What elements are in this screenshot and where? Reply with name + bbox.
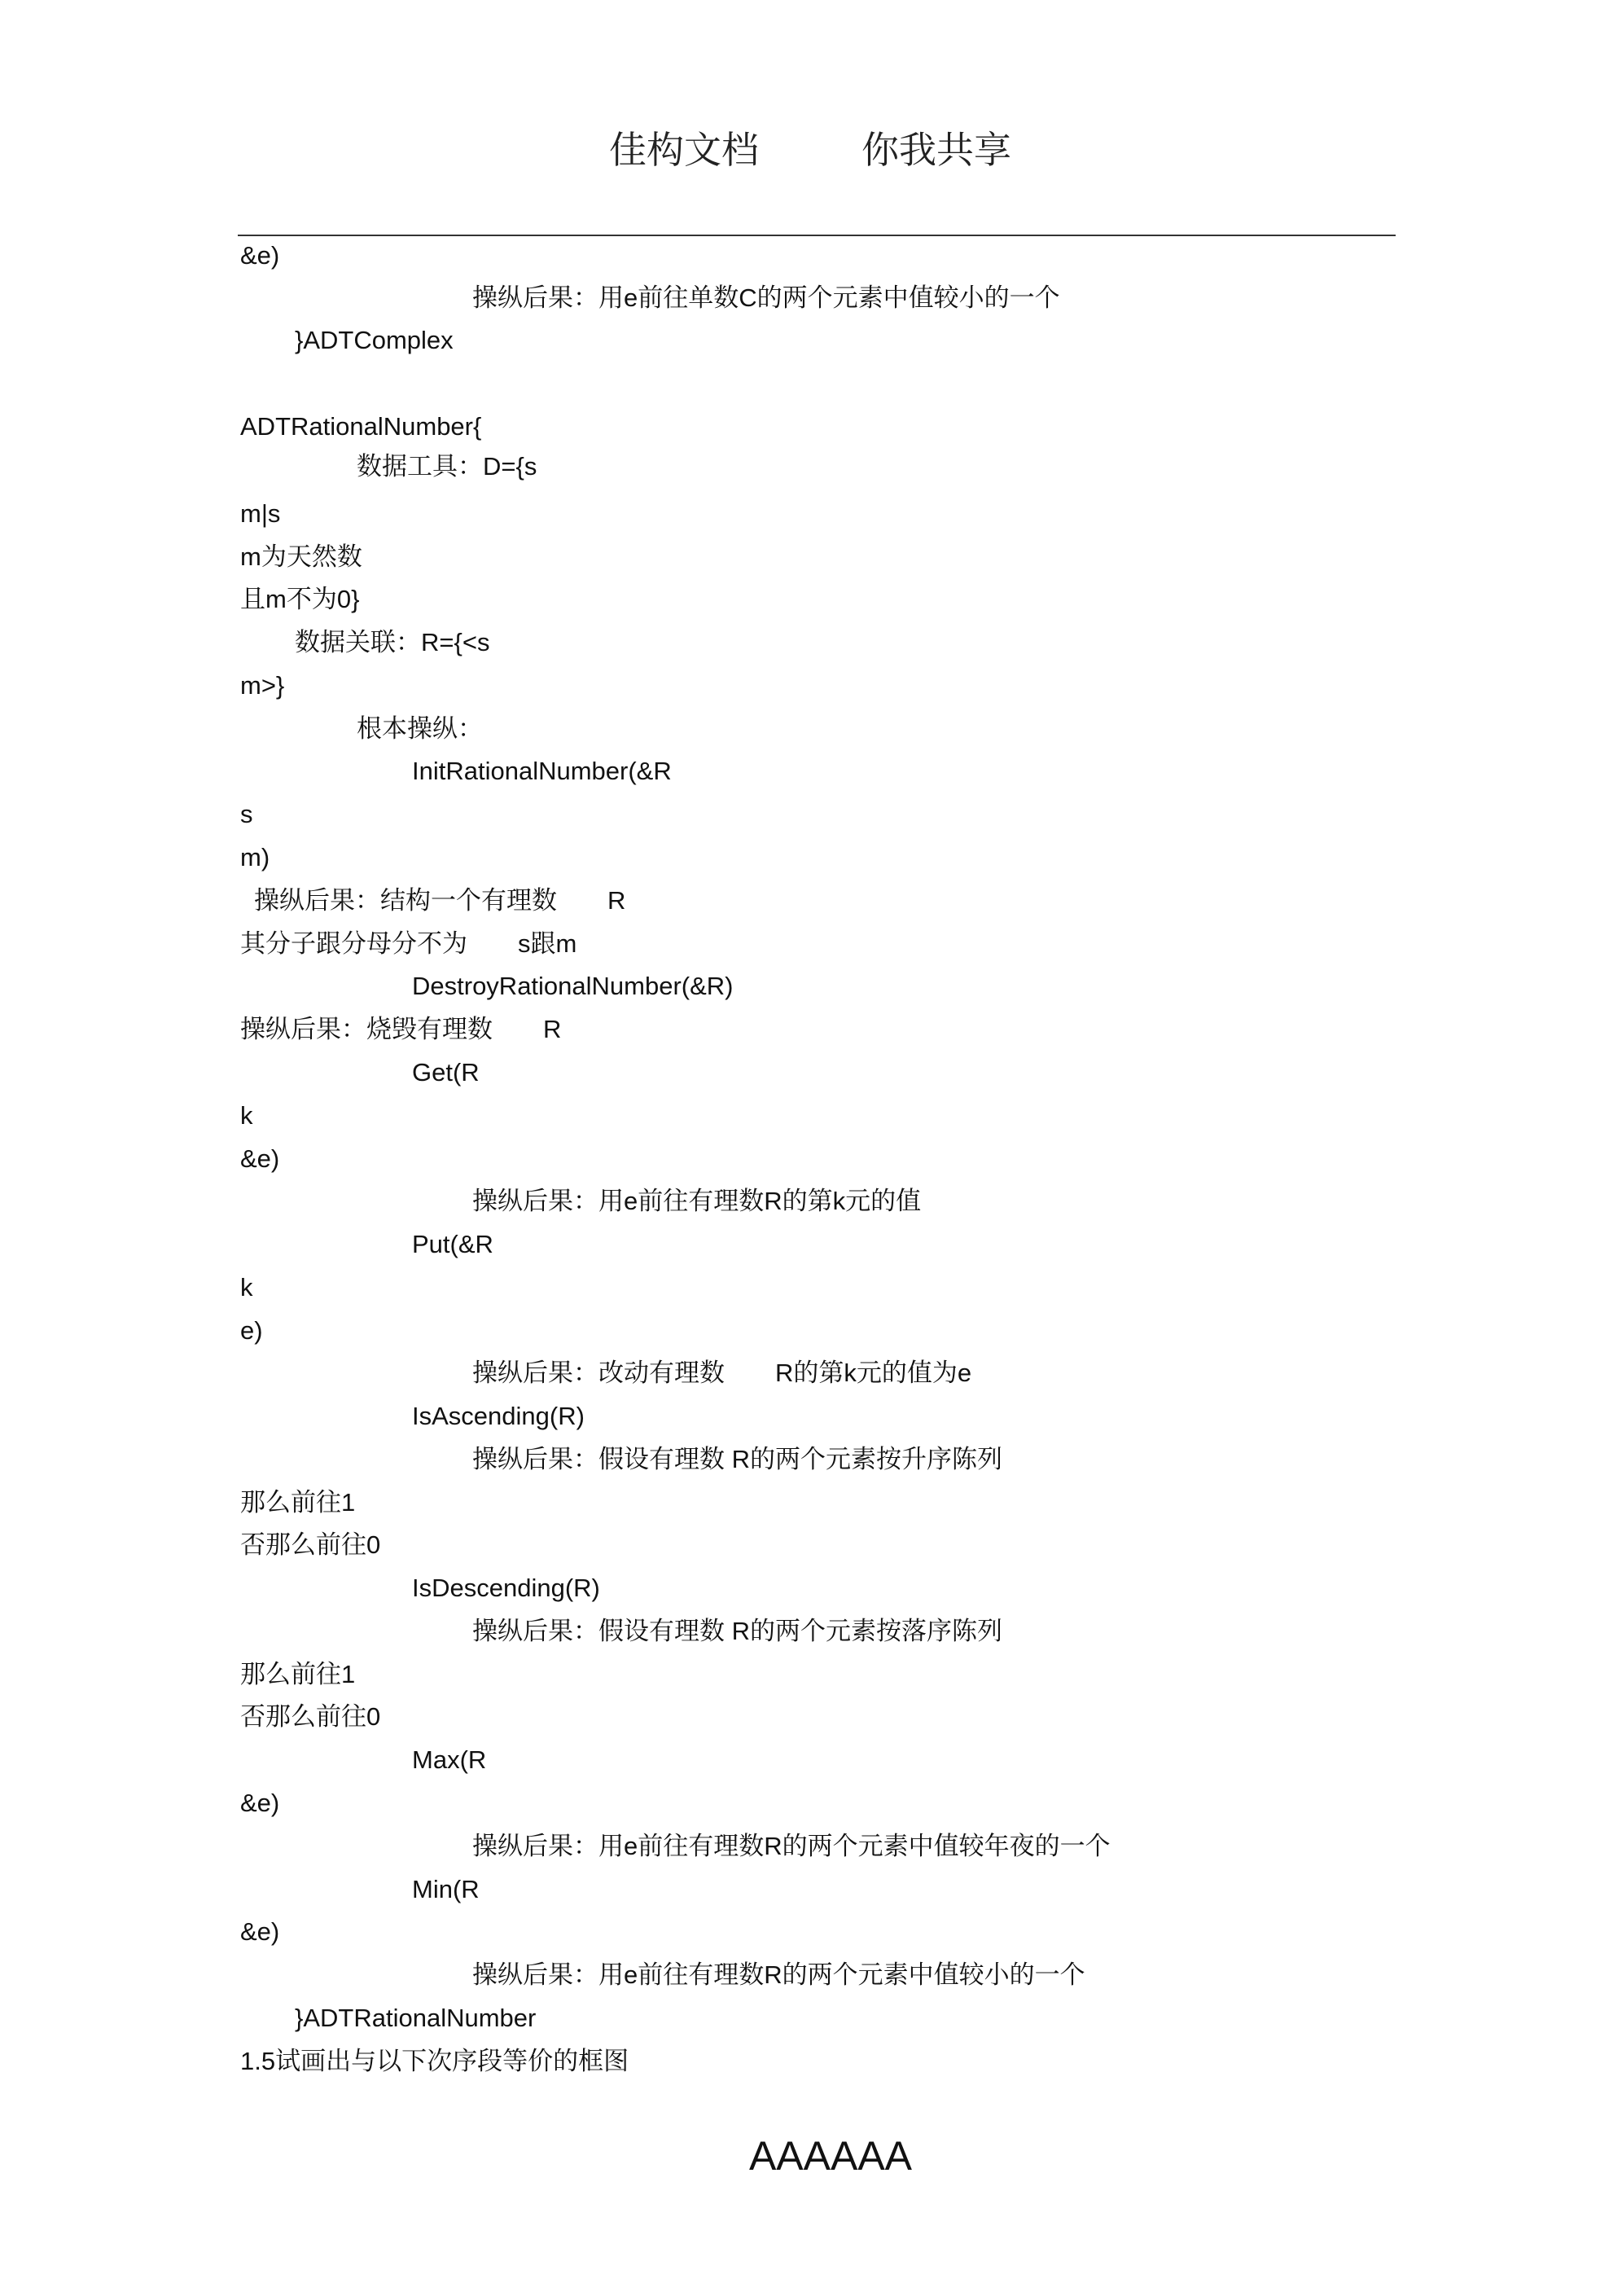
text-line: m|s	[240, 499, 281, 528]
text-line: Put(&R	[412, 1230, 493, 1258]
text-line: &e)	[240, 1144, 280, 1173]
text-line: }ADTRationalNumber	[295, 2004, 537, 2032]
text-line: 数据关联：R={<s	[295, 628, 490, 656]
header-left-text: 佳构文档	[609, 128, 759, 172]
text-line: 根本操纵：	[357, 714, 483, 743]
page-header	[0, 114, 1622, 179]
text-line: 否那么前往0	[240, 1530, 381, 1559]
text-line: 操纵后果：假设有理数 R的两个元素按落序陈列	[472, 1617, 1002, 1645]
text-line: e)	[240, 1316, 263, 1345]
text-line: k	[240, 1101, 253, 1130]
text-line: InitRationalNumber(&R	[412, 757, 672, 785]
text-line: 操纵后果：用e前往有理数R的两个元素中值较年夜的一个	[472, 1832, 1111, 1860]
text-line: 1.5试画出与以下次序段等价的框图	[240, 2047, 629, 2075]
text-line: 否那么前往0	[240, 1702, 381, 1731]
text-line: Get(R	[412, 1058, 480, 1087]
text-line: }ADTComplex	[295, 326, 454, 354]
text-line: 其分子跟分母分不为 s跟m	[240, 929, 577, 958]
text-line: 操纵后果：用e前往有理数R的第k元的值	[472, 1187, 922, 1215]
text-line: 那么前往1	[240, 1660, 356, 1688]
text-line: s	[240, 800, 253, 828]
footer-text: AAAAAA	[748, 2133, 913, 2179]
text-line: m>}	[240, 671, 285, 700]
header-right-text: 你我共享	[861, 128, 1011, 172]
text-line: 操纵后果：用e前往有理数R的两个元素中值较小的一个	[472, 1960, 1085, 1989]
text-line: DestroyRationalNumber(&R)	[412, 972, 734, 1000]
text-line: k	[240, 1273, 253, 1302]
header-divider	[238, 235, 1396, 236]
page-footer	[0, 2132, 1622, 2180]
text-line: 操纵后果：假设有理数 R的两个元素按升序陈列	[472, 1445, 1002, 1473]
text-line: ADTRationalNumber{	[240, 412, 482, 441]
text-line: IsDescending(R)	[412, 1574, 600, 1602]
text-line: m为天然数	[240, 542, 362, 571]
text-line: Max(R	[412, 1745, 487, 1774]
text-line: 操纵后果：烧毁有理数 R	[240, 1015, 562, 1043]
text-line: 操纵后果：结构一个有理数 R	[254, 886, 626, 915]
text-line: &e)	[240, 241, 280, 270]
text-line: 那么前往1	[240, 1488, 356, 1517]
text-line: &e)	[240, 1917, 280, 1946]
text-line: IsAscending(R)	[412, 1402, 585, 1430]
text-line: 数据工具：D={s	[357, 452, 537, 481]
text-line: m)	[240, 843, 270, 871]
text-line: 操纵后果：用e前往单数C的两个元素中值较小的一个	[472, 283, 1060, 312]
text-line: 且m不为0}	[240, 585, 360, 613]
text-line: &e)	[240, 1789, 280, 1817]
text-line: Min(R	[412, 1875, 480, 1903]
text-line: 操纵后果：改动有理数 R的第k元的值为e	[472, 1359, 972, 1387]
